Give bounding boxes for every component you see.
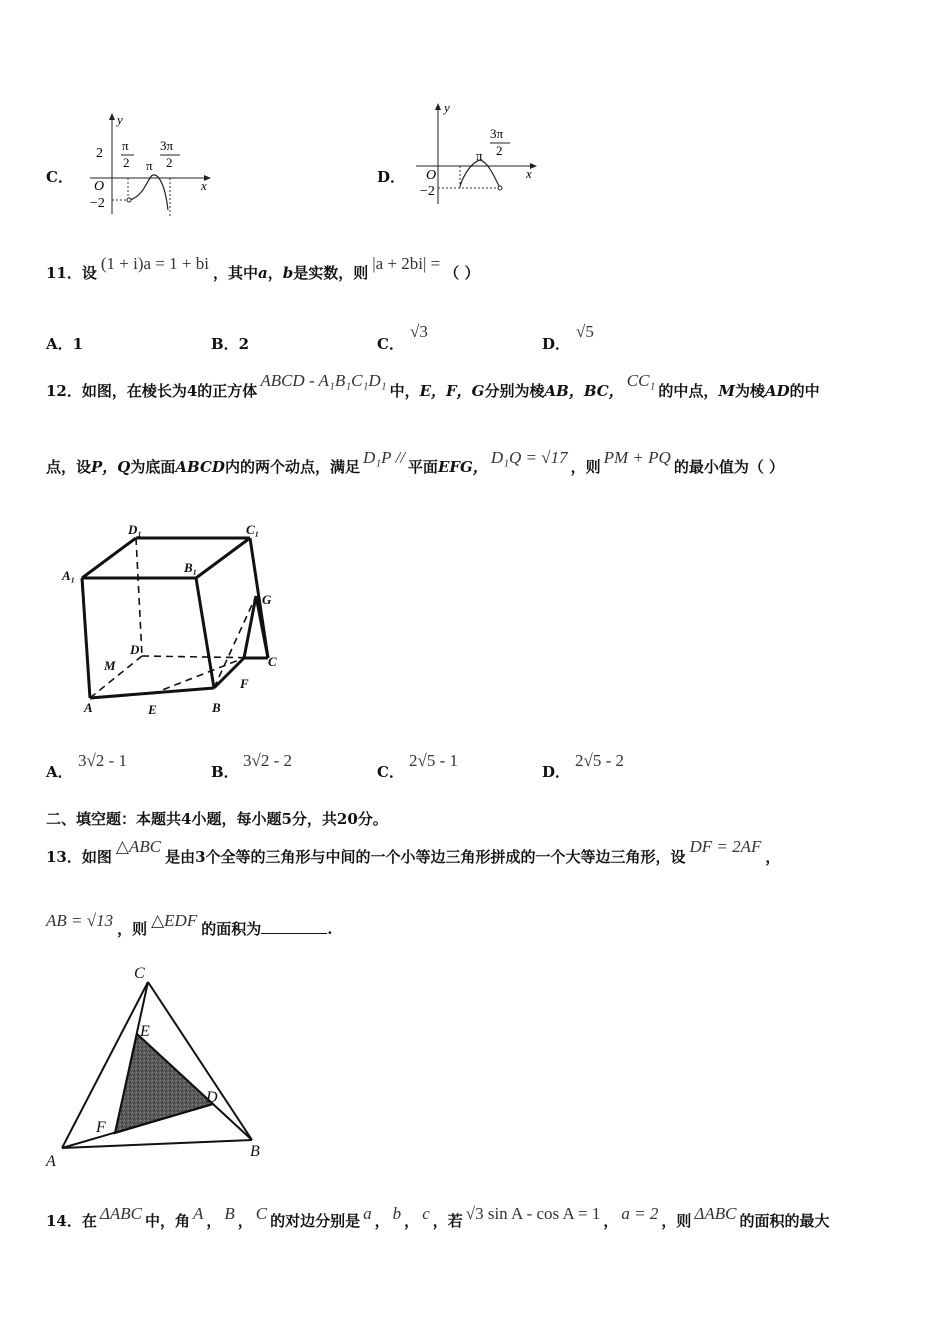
svg-text:A: A <box>84 700 93 715</box>
svg-text:A₁: A₁ <box>62 568 76 583</box>
svg-text:x: x <box>526 166 532 181</box>
svg-text:2: 2 <box>166 155 173 170</box>
option-d-label: D． <box>377 168 406 186</box>
q12-option-a: A． <box>46 763 73 781</box>
answer-blank[interactable] <box>261 921 327 934</box>
svg-text:D: D <box>130 642 140 657</box>
q11-option-c: C． <box>377 335 404 353</box>
graph-option-c <box>84 110 214 222</box>
svg-text:π: π <box>476 148 483 163</box>
svg-text:B: B <box>250 1143 260 1160</box>
svg-text:G: G <box>262 592 272 607</box>
svg-text:O: O <box>94 179 105 194</box>
q12-option-d-value: 2√5 - 2 <box>575 751 624 770</box>
question-14: 14．在 ΔABC 中，角 A ， B ， C 的对边分别是 a ， b ， c ，若 √3 sin A - cos A = 1 ， a = 2 ，则 ΔABC 的面积的最大 <box>46 1204 830 1230</box>
question-11: 11．设 (1 + i)a = 1 + bi ，其中a，b是实数，则 |a + 2bi| = （ ） <box>46 254 480 282</box>
q12-option-a-value: 3√2 - 1 <box>78 751 127 770</box>
q11-option-d-value: √5 <box>576 322 594 341</box>
svg-text:E: E <box>148 702 157 717</box>
svg-text:2: 2 <box>496 143 503 158</box>
q12-option-b: B． <box>211 763 239 781</box>
svg-text:2: 2 <box>96 146 103 161</box>
q12-option-d: D． <box>542 763 571 781</box>
svg-text:A: A <box>46 1153 56 1170</box>
svg-text:C: C <box>268 654 277 669</box>
svg-text:π: π <box>146 158 153 173</box>
svg-text:F: F <box>96 1119 106 1136</box>
cube-figure <box>56 516 296 722</box>
q12-option-b-value: 3√2 - 2 <box>243 751 292 770</box>
svg-text:D: D <box>206 1089 218 1106</box>
svg-text:F: F <box>240 676 249 691</box>
svg-text:B₁: B₁ <box>184 560 198 575</box>
svg-text:O: O <box>426 168 437 183</box>
q12-option-c: C． <box>377 763 404 781</box>
question-12-line-1: 12．如图，在棱长为4的正方体ABCD - A₁B₁C₁D₁中，E，F，G分别为棱AB，BC，CC₁的中点，M为棱AD的中 <box>46 371 820 400</box>
q12-option-c-value: 2√5 - 1 <box>409 751 458 770</box>
svg-text:D₁: D₁ <box>128 522 142 537</box>
question-12-line-2: 点，设P，Q为底面ABCD内的两个动点，满足 D₁P // 平面EFG， D₁Q = √17 ，则 PM + PQ 的最小值为（ ） <box>46 448 785 476</box>
question-13-line-1: 13．如图△ABC是由3个全等的三角形与中间的一个小等边三角形拼成的一个大等边三角形，设DF = 2AF， <box>46 837 781 866</box>
q11-option-c-value: √3 <box>410 322 428 341</box>
svg-text:3π: 3π <box>490 126 504 141</box>
section-heading: 二、填空题：本题共4小题，每小题5分，共20分。 <box>46 810 388 828</box>
graph-option-d <box>412 100 542 210</box>
svg-text:2: 2 <box>123 155 130 170</box>
svg-text:−2: −2 <box>90 196 105 211</box>
option-c-label: C． <box>46 168 73 186</box>
q11-option-b: B．2 <box>211 335 250 353</box>
svg-text:B: B <box>212 700 221 715</box>
triangle-figure <box>40 960 280 1174</box>
q11-option-d: D． <box>542 335 571 353</box>
svg-text:C₁: C₁ <box>246 522 260 537</box>
svg-text:y: y <box>444 100 450 115</box>
svg-text:−2: −2 <box>420 184 435 199</box>
q11-option-a: A．1 <box>46 335 84 353</box>
svg-text:C: C <box>134 965 145 982</box>
svg-text:π: π <box>122 138 129 153</box>
question-13-line-2: AB = √13 ，则 △EDF 的面积为 . <box>46 911 333 938</box>
svg-text:E: E <box>140 1023 150 1040</box>
svg-text:M: M <box>104 658 116 673</box>
svg-text:y: y <box>117 112 123 127</box>
svg-text:x: x <box>201 178 207 193</box>
svg-text:3π: 3π <box>160 138 174 153</box>
